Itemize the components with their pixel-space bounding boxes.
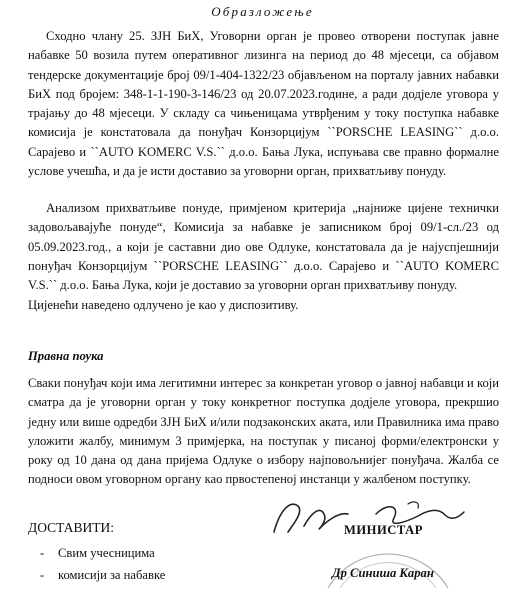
delivery-item-label: комисији за набавке <box>58 568 166 582</box>
list-bullet: - <box>40 568 45 582</box>
paragraph-legal-remedy: Сваки понуђач који има легитимни интерес за конкретан уговор о јавној набавци и који сматра да је уговорни орган у току конкретног поступка додјеле уговора, прекршио једну или више одредби ЗЈН БиХ и/или подзаконских аката, или Правилника има право уложити жалбу, минимум 3 примјерка, на поступак у писаној форми/електронски у року од 10 дана од дана пријема Одлуке о избору најповољнијег понуђача. Жалба се подноси овом уговорном органу као првостепеној инстанци у жалбеном поступку. <box>28 376 499 487</box>
list-bullet: - <box>40 546 45 560</box>
signer-name: Др Синиша Каран <box>332 566 434 580</box>
list-item <box>28 542 165 564</box>
delivery-list <box>28 542 165 586</box>
delivery-item-label: Свим учесницима <box>58 546 155 560</box>
paragraph-decision: Цијенећи наведено одлучено је као у диспозитиву. <box>28 298 299 312</box>
paragraph-analysis: Анализом прихватљиве понуде, примјеном критерија „најниже цијене технички задовољавајуће понуде“, Комисија за набавке је записником број 09/1-сл./23 од 05.09.2023.год., а који је саставни дио ове Одлуке, констатовала да је најуспјешнији понуђач Конзорцијум ``PORSCHE LEASING`` д.о.о. Сарајево и ``AUTO KOMERC V.S.`` д.о.о. Бања Лука, који је доставио за уговорни орган прихватљиву понуду. <box>28 201 499 293</box>
legal-remedy-heading: Правна поука <box>28 349 104 363</box>
deliver-to-label: ДОСТАВИТИ: <box>28 520 114 535</box>
document-heading: Образложење <box>211 4 314 19</box>
paragraph-procedure: Сходно члану 25. ЗЈН БиХ, Уговорни орган је провео отворени поступак јавне набавке 50 возила путем оперативног лизинга на период до 48 мјесеци, са објавом тендерске документације број 09/1-404-1322/23 објављеном на порталу јавних набавки БиХ под бројем: 348-1-1-190-3-146/23 од 20.07.2023.године, а ради додјеле уговора у трајању до 48 мјесеци. У складу са чињеницама утврђеним у току поступка набавке комисија је констатовала да понуђач Конзорцијум ``PORSCHE LEASING`` д.о.о. Сарајево и ``AUTO KOMERC V.S.`` д.о.о. Бања Лука, испуњава све правно формалне услове учешћа, и да је исти доставио за уговорни орган, прихватљиву понуду. <box>28 29 499 179</box>
minister-title: МИНИСТАР <box>344 523 423 537</box>
handwritten-signature-image <box>268 492 478 552</box>
